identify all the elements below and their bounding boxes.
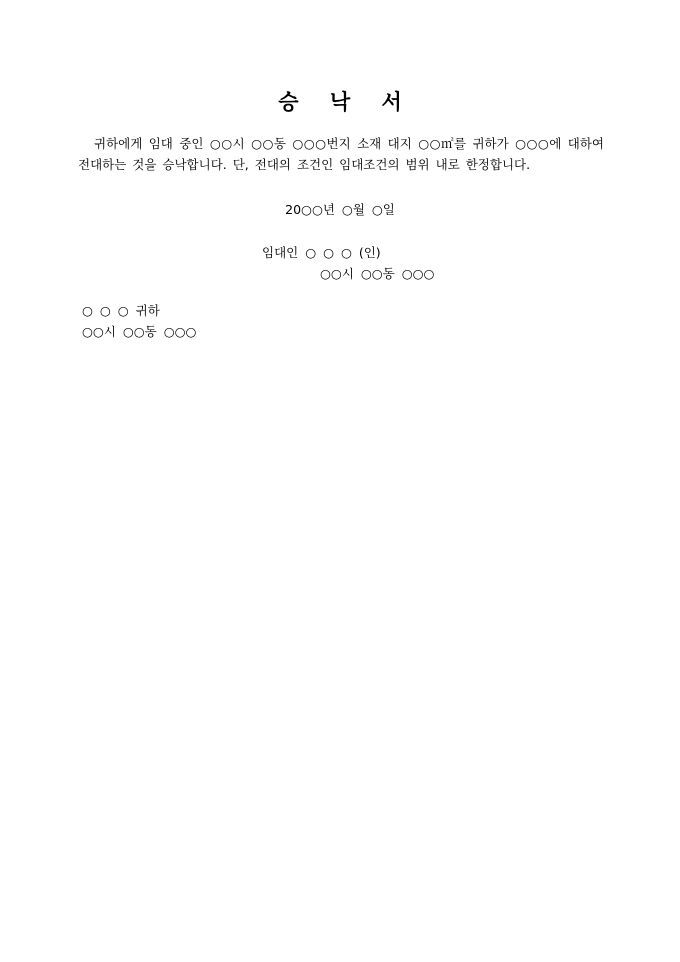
body-paragraph: [78, 133, 604, 175]
recipient-address-line: ○○시 ○○동 ○○○: [82, 324, 197, 339]
lessor-address-line: ○○시 ○○동 ○○○: [320, 266, 435, 281]
paragraph-text: 귀하에게 임대 중인 ○○시 ○○동 ○○○번지 소재 대지 ○○㎡를 귀하가 ○○○에 대하여 전대하는 것을 승낙합니다. 단, 전대의 조건인 임대조건의 범위 내로 한정합니다.: [78, 136, 604, 172]
date-line: 20○○년 ○월 ○일: [285, 202, 395, 217]
page-title: 승 낙 서: [278, 90, 414, 114]
lessor-block: [262, 242, 434, 284]
recipient-block: [82, 300, 196, 342]
recipient-name-line: ○ ○ ○ 귀하: [82, 303, 160, 318]
lessor-name-line: 임대인 ○ ○ ○ (인): [262, 245, 381, 260]
